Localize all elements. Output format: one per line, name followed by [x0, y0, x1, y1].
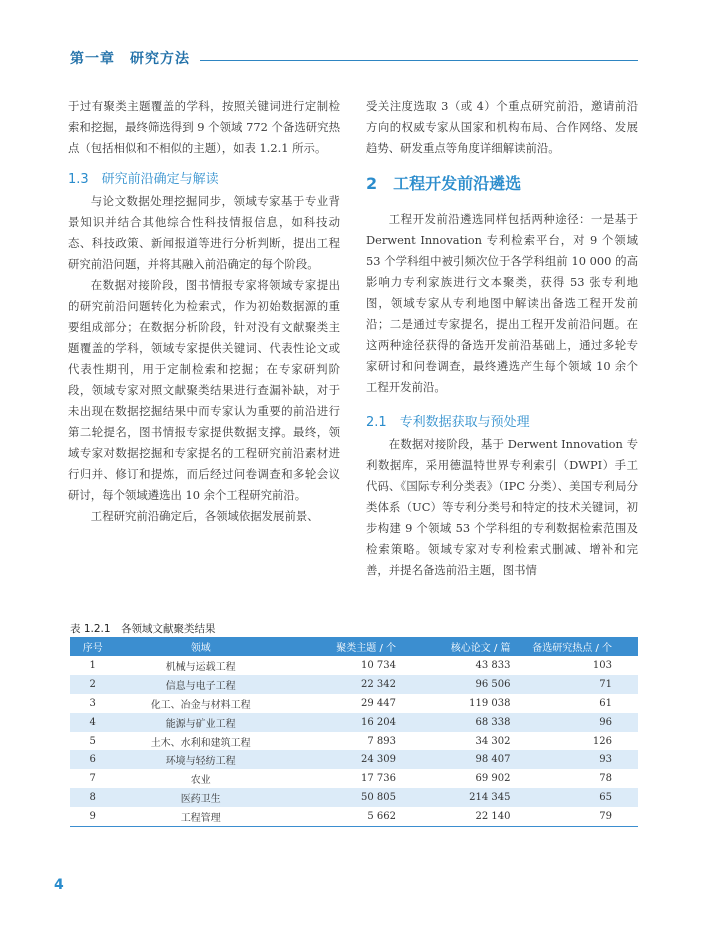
cell-candidate-hotspots: 126: [592, 735, 612, 747]
page-number: 4: [54, 877, 64, 893]
cell-core-papers: 69 902: [475, 773, 511, 785]
cell-index: 8: [89, 792, 96, 804]
paragraph: 在数据对接阶段，图书情报专家将领域专家提出的研究前沿问题转化为检索式，作为初始数据源的重要组成部分；在数据分析阶段，针对没有文献聚类主题覆盖的学科，领域专家提供关键词、代表性论文或代表性期刊，用于定制检索和挖掘；在专家研判阶段，领域专家对照文献聚类结果进行查漏补缺，对于未出现在数据挖掘结果中而专家认为重要的前沿进行第二轮提名，图书情报专家提供数据支撑。最终，领域专家对数据挖掘和专家提名的工程研究前沿素材进行归并、修订和提炼，而后经过问卷调查和多轮会议研讨，每个领域遴选出 10 余个工程研究前沿。: [68, 278, 340, 502]
table-row: [70, 732, 638, 751]
cell-cluster-topics: 16 204: [361, 716, 397, 728]
paragraph: 与论文数据处理挖掘同步，领域专家基于专业背景知识并结合其他综合性科技情报信息，如科技动态、科技政策、新闻报道等进行分析判断，提出工程研究前沿问题，并将其融入前沿确定的每个阶段。: [68, 194, 340, 271]
cell-field: 农业: [190, 775, 211, 787]
section-heading-1-3: 1.3 研究前沿确定与解读: [68, 172, 219, 187]
cell-cluster-topics: 10 734: [361, 659, 397, 671]
table-header-row: [70, 637, 638, 656]
cell-core-papers: 96 506: [475, 678, 511, 690]
cell-candidate-hotspots: 79: [521, 807, 639, 826]
cell-candidate-hotspots: 78: [599, 773, 612, 785]
cell-cluster-topics: 5 662: [286, 807, 406, 826]
header-index: 序号: [82, 643, 103, 654]
header-field: 领域: [190, 643, 211, 654]
right-column: [366, 96, 638, 581]
chapter-title: 第一章 研究方法: [70, 51, 190, 67]
section-heading-2-1: 2.1 专利数据获取与预处理: [366, 415, 530, 430]
cell-field: 医药卫生: [180, 794, 221, 806]
cell-index: 5: [89, 735, 96, 747]
cell-cluster-topics: 7 893: [367, 735, 397, 747]
header-rule: [200, 60, 638, 61]
cell-index: 9: [70, 807, 115, 826]
cell-candidate-hotspots: 65: [599, 792, 612, 804]
cell-index: 7: [89, 773, 96, 785]
cell-core-papers: 98 407: [475, 754, 511, 766]
cell-core-papers: 68 338: [475, 716, 511, 728]
paragraph: 工程研究前沿确定后，各领域依据发展前景、: [90, 509, 319, 523]
cell-field: 环境与轻纺工程: [165, 756, 236, 768]
cell-field: 机械与运载工程: [165, 661, 236, 673]
table-caption: 表 1.2.1 各领域文献聚类结果: [70, 623, 216, 635]
paragraph: 受关注度选取 3（或 4）个重点研究前沿，邀请前沿方向的权威专家从国家和机构布局、合作网络、发展趋势、研发重点等角度详细解读前沿。: [366, 99, 638, 155]
cell-candidate-hotspots: 103: [592, 659, 612, 671]
table-row: [70, 656, 638, 675]
paragraph: 于过有聚类主题覆盖的学科，按照关键词进行定制检索和挖掘，最终筛选得到 9 个领域 772 个备选研究热点（包括相似和不相似的主题），如表 1.2.1 所示。: [68, 99, 340, 155]
paragraph: 工程开发前沿遴选同样包括两种途径：一是基于 Derwent Innovation 专利检索平台，对 9 个领域 53 个学科组中被引频次位于各学科组前 10 000 的高影响力专利家族进行文本聚类，获得 53 张专利地图，领域专家从专利地图中解读出备选工程开发前沿；二是通过专家提名，提出工程开发前沿问题。在这两种途径获得的备选开发前沿基础上，通过多轮专家研讨和问卷调查，最终遴选产生每个领域 10 余个工程开发前沿。: [366, 212, 638, 394]
cell-index: 4: [89, 716, 96, 728]
cell-core-papers: 119 038: [469, 697, 511, 709]
cell-field: 土木、水利和建筑工程: [150, 737, 251, 749]
table-row: [70, 713, 638, 732]
table-row: [70, 750, 638, 769]
cell-field: 化工、冶金与材料工程: [150, 699, 251, 711]
cell-index: 3: [89, 697, 96, 709]
cell-candidate-hotspots: 96: [599, 716, 612, 728]
left-column: [68, 96, 340, 527]
table-row: [70, 769, 638, 788]
table-row: [70, 675, 638, 694]
running-header: [70, 48, 638, 70]
cell-cluster-topics: 50 805: [361, 792, 397, 804]
cell-cluster-topics: 24 309: [361, 754, 397, 766]
cell-index: 1: [89, 659, 96, 671]
cell-cluster-topics: 22 342: [361, 678, 397, 690]
cell-candidate-hotspots: 61: [599, 697, 612, 709]
cell-cluster-topics: 29 447: [361, 697, 397, 709]
cell-core-papers: 22 140: [406, 807, 520, 826]
cell-core-papers: 34 302: [475, 735, 511, 747]
section-heading-2: 2 工程开发前沿遴选: [366, 174, 522, 193]
header-cluster-topics: 聚类主题 / 个: [336, 643, 397, 654]
paragraph: 在数据对接阶段，基于 Derwent Innovation 专利数据库，采用德温特世界专利索引（DWPI）手工代码、《国际专利分类表》（IPC 分类）、美国专利局分类体系（UC）等专利分类号和特定的技术关键词，初步构建 9 个领域 53 个学科组的专利数据检索范围及检索策略。领域专家对专利检索式删减、增补和完善，并提名备选前沿主题，图书情: [366, 437, 638, 577]
cell-candidate-hotspots: 93: [599, 754, 612, 766]
cell-core-papers: 43 833: [475, 659, 511, 671]
header-candidate-hotspots: 备选研究热点 / 个: [532, 643, 612, 654]
cell-index: 2: [89, 678, 96, 690]
table-row: [70, 807, 638, 826]
cell-field: 工程管理: [115, 807, 286, 826]
literature-cluster-table: [70, 637, 638, 827]
table-row: [70, 694, 638, 713]
cell-index: 6: [89, 754, 96, 766]
cell-cluster-topics: 17 736: [361, 773, 397, 785]
cell-field: 信息与电子工程: [165, 680, 236, 692]
cell-core-papers: 214 345: [469, 792, 511, 804]
table-row: [70, 788, 638, 807]
header-core-papers: 核心论文 / 篇: [450, 643, 511, 654]
cell-field: 能源与矿业工程: [165, 718, 236, 730]
cell-candidate-hotspots: 71: [599, 678, 612, 690]
